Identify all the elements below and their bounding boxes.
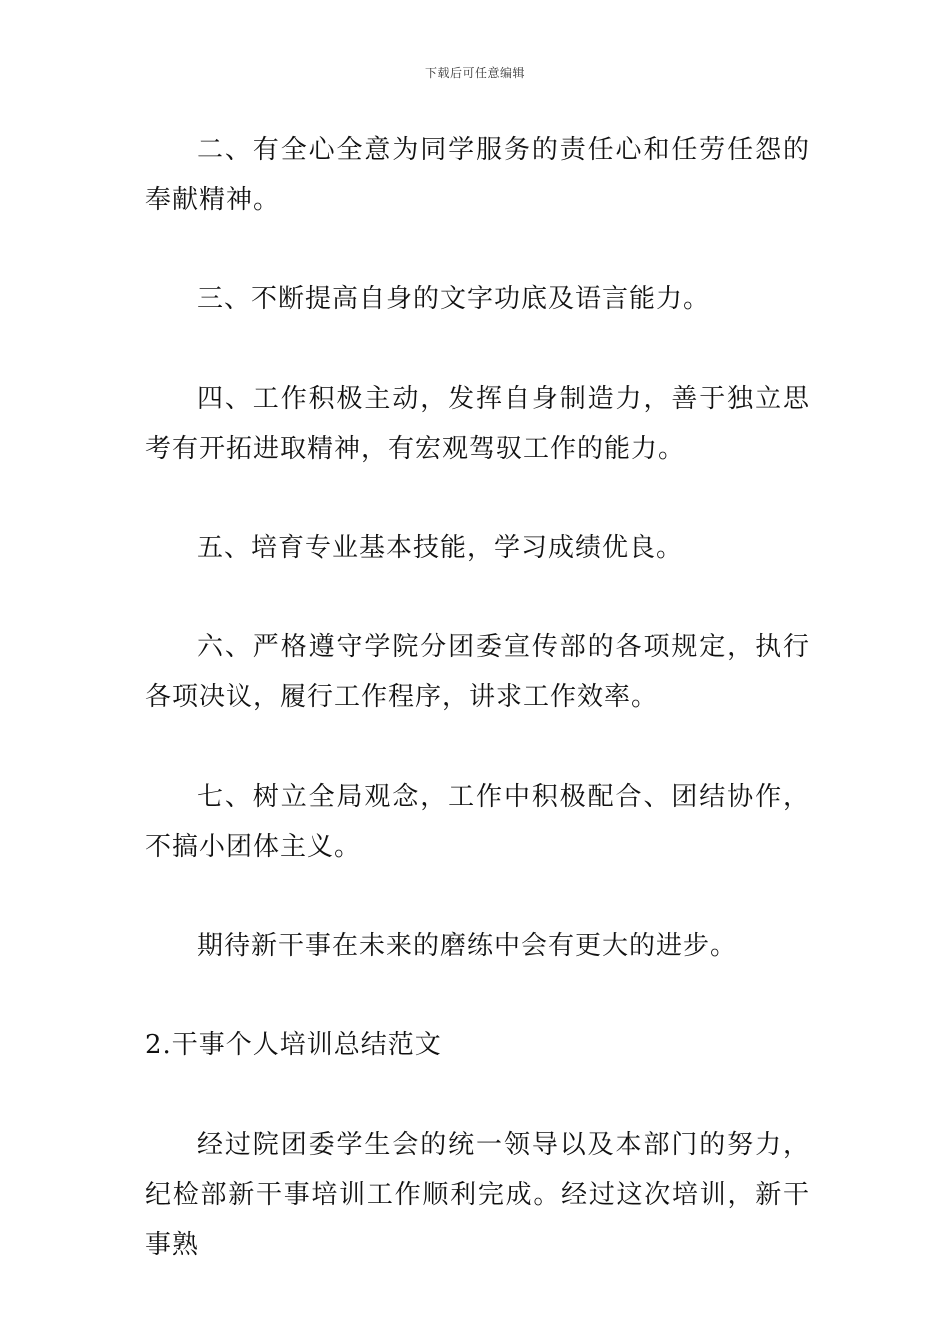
paragraph-item-4: 四、工作积极主动，发挥自身制造力，善于独立思考有开拓进取精神，有宏观驾驭工作的能力。	[145, 384, 810, 464]
section-heading: 2.干事个人培训总结范文	[145, 1030, 442, 1060]
paragraph-item-7: 七、树立全局观念，工作中积极配合、团结协作，不搞小团体主义。	[145, 782, 810, 862]
page-header: 下载后可任意编辑	[424, 66, 525, 80]
body-paragraph: 经过院团委学生会的统一领导以及本部门的努力，纪检部新干事培训工作顺利完成。经过这次培训，新干事熟	[145, 1130, 810, 1260]
paragraph-item-3: 三、不断提高自身的文字功底及语言能力。	[197, 284, 711, 314]
paragraph-item-6: 六、严格遵守学院分团委宣传部的各项规定，执行各项决议，履行工作程序，讲求工作效率。	[145, 632, 810, 712]
closing-paragraph: 期待新干事在未来的磨练中会有更大的进步。	[197, 931, 738, 961]
paragraph-item-2: 二、有全心全意为同学服务的责任心和任劳任怨的奉献精神。	[145, 135, 810, 215]
paragraph-item-5: 五、培育专业基本技能，学习成绩优良。	[197, 533, 684, 563]
